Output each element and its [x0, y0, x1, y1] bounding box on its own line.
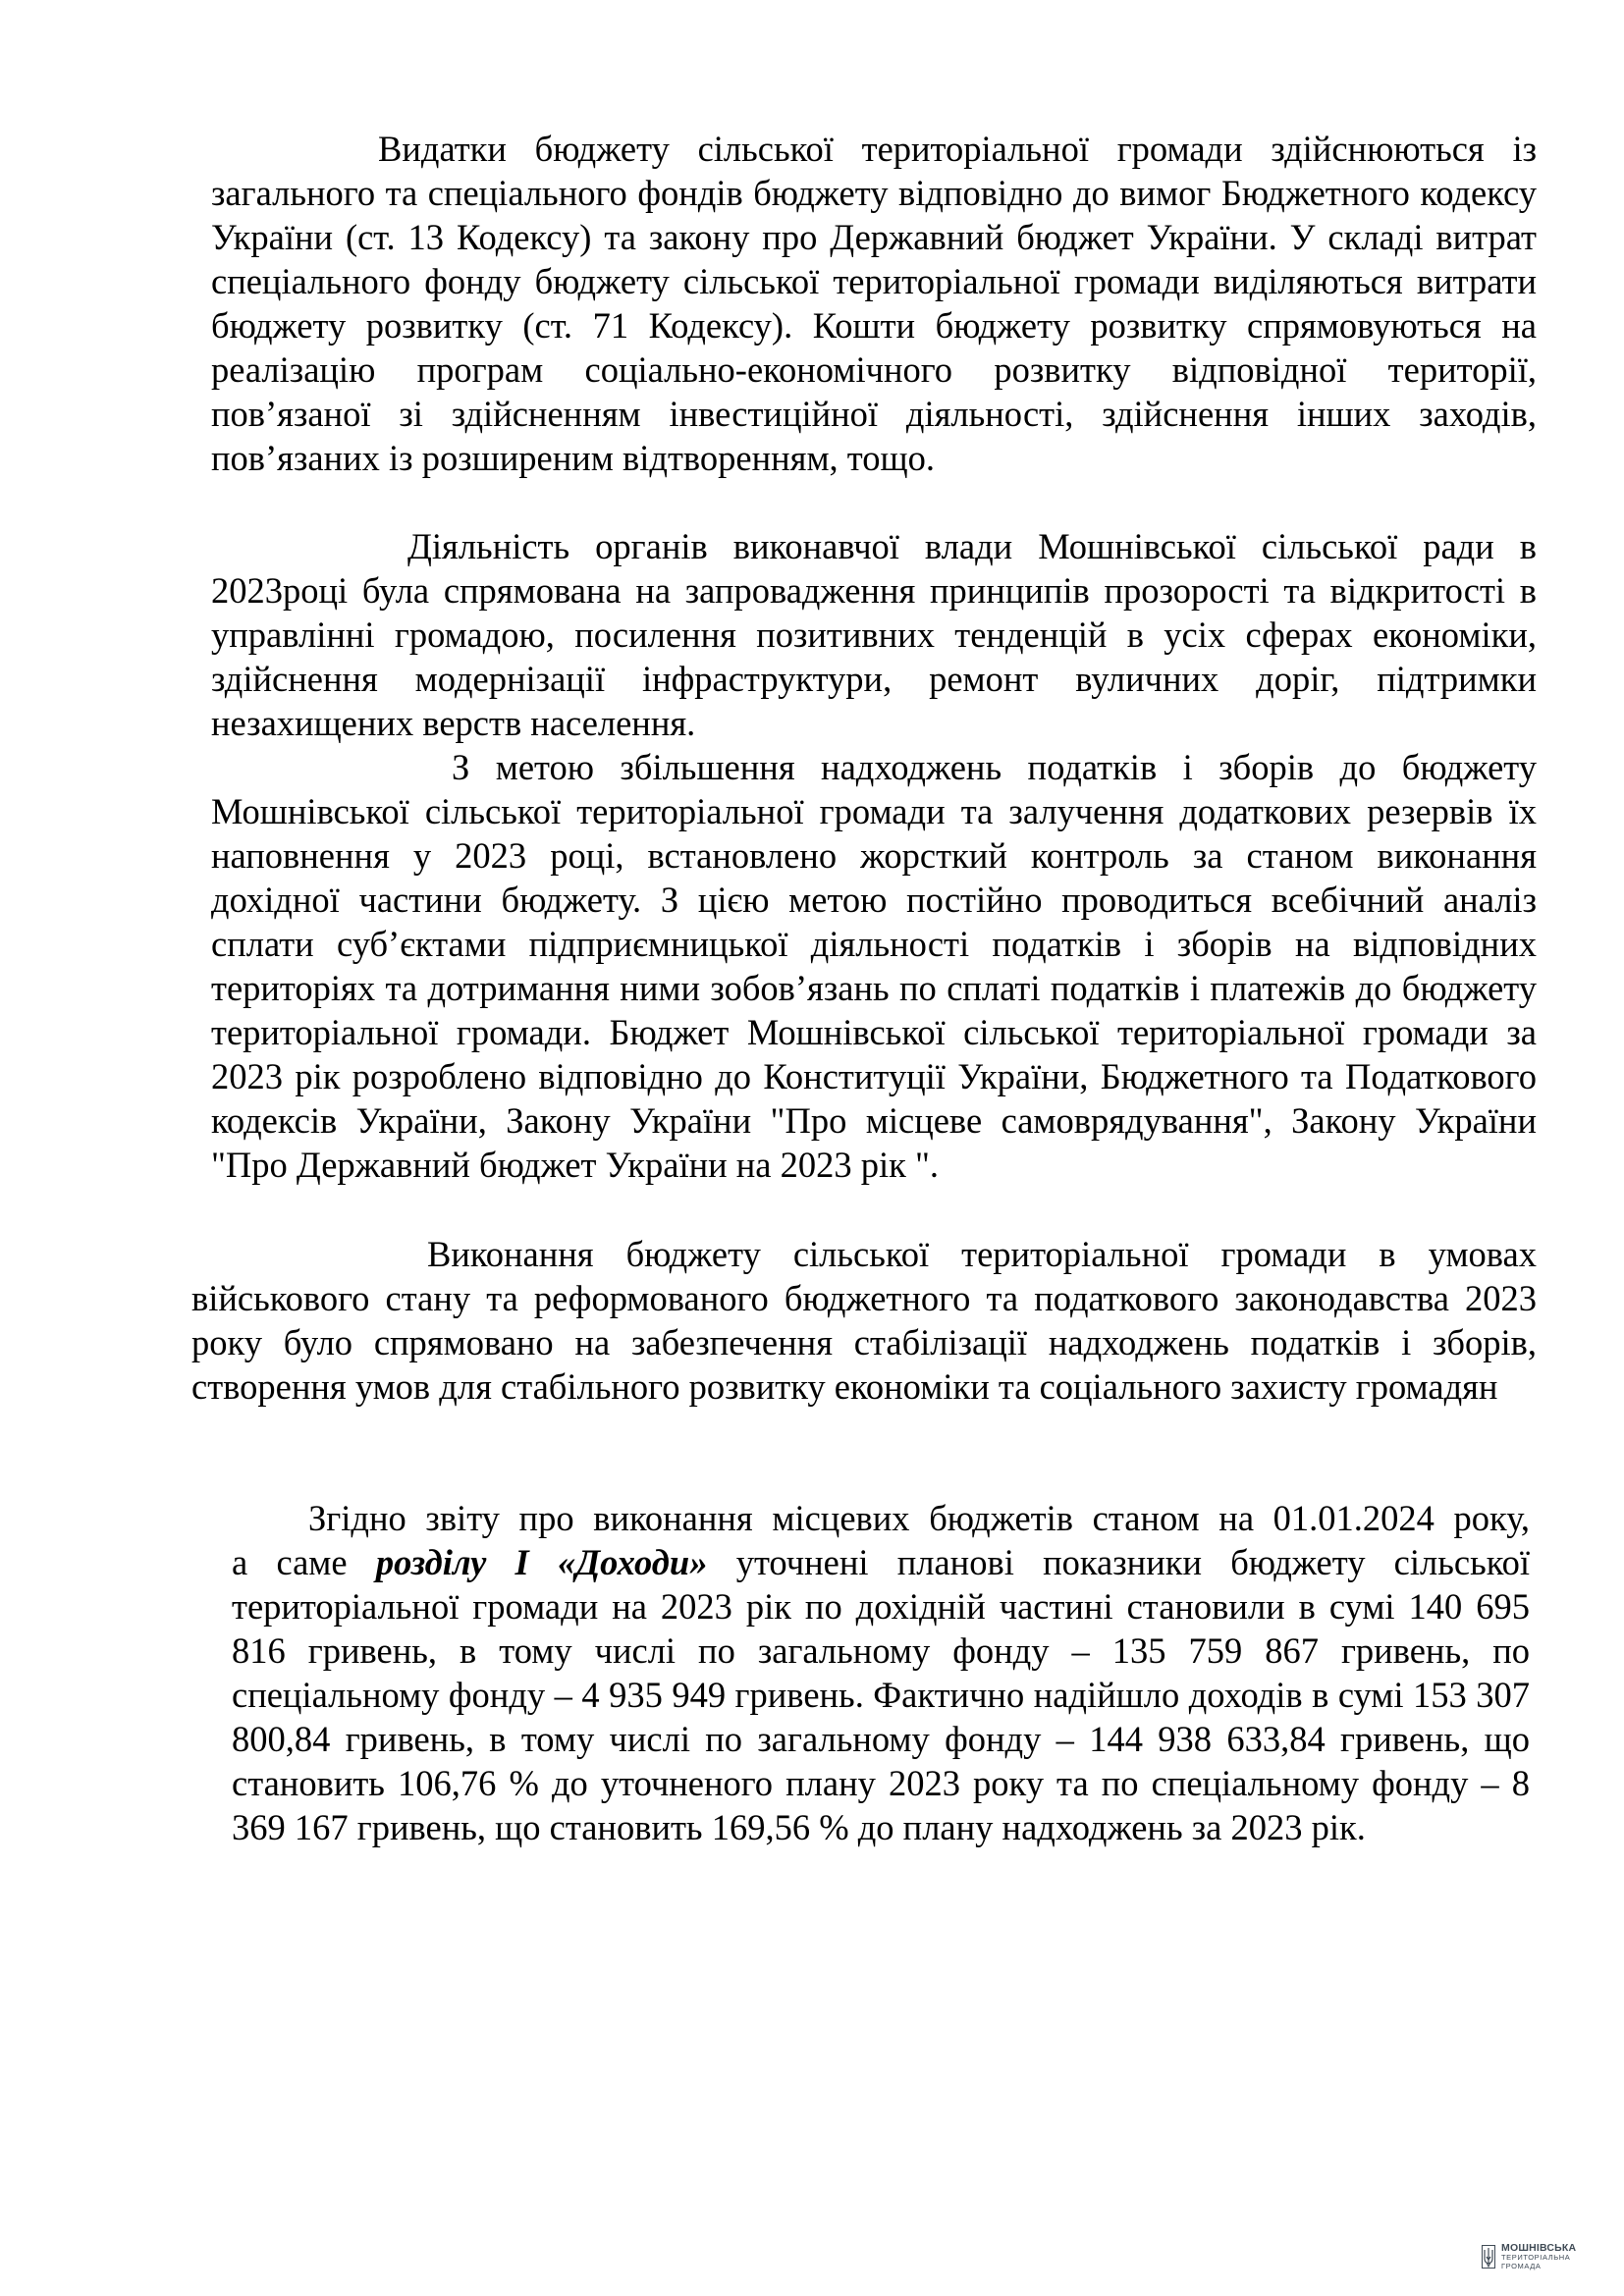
- logo-line-1: МОШНІВСЬКА: [1501, 2241, 1577, 2254]
- paragraph-budget-expenditures: Видатки бюджету сільської територіальної громади здійснюються із загального та спеціального фондів бюджету відповідно до вимог Бюджетного кодексу України (ст. 13 Кодексу) та закону про Державний бюджет України. У складі витрат спеціального фонду бюджету сільської територіальної громади виділяються витрати бюджету розвитку (ст. 71 Кодексу). Кошти бюджету розвитку спрямовуються на реалізацію програм соціально-економічного розвитку відповідної території, пов’язаної зі здійсненням інвестиційної діяльності, здійснення інших заходів, пов’язаних із розширеним відтворенням, тощо.: [211, 129, 1537, 478]
- revenue-report-prefix: а саме: [232, 1542, 376, 1582]
- logo-line-3: ГРОМАДА: [1501, 2261, 1542, 2270]
- paragraph-budget-execution: Виконання бюджету сільської територіальної громади в умовах військового стану та реформованого бюджетного та податкового законодавства 2023 року було спрямовано на забезпечення стабілізації надходжень податків і зборів, створення умов для стабільного розвитку економіки та соціального захисту громадян: [191, 1234, 1537, 1407]
- revenue-report-first-line: Згідно звіту про виконання місцевих бюджетів станом на 01.01.2024 року,: [308, 1498, 1530, 1538]
- revenue-section-emphasis: розділу І «Доходи»: [375, 1542, 708, 1582]
- paragraph-revenue-control: З метою збільшення надходжень податків і зборів до бюджету Мошнівської сільської територіальної громади та залучення додаткових резервів їх наповнення у 2023 році, встановлено жорсткий контроль за станом виконання дохідної частини бюджету. З цією метою постійно проводиться всебічний аналіз сплати суб’єктами підприємницької діяльності податків і зборів на відповідних територіях та дотримання ними зобов’язань по сплаті податків і платежів до бюджету територіальної громади. Бюджет Мошнівської сільської територіальної громади за 2023 рік розроблено відповідно до Конституції України, Бюджетного та Податкового кодексів України, Закону України "Про місцеве самоврядування", Закону України "Про Державний бюджет України на 2023 рік ".: [211, 747, 1537, 1185]
- paragraph-executive-activity: Діяльність органів виконавчої влади Мошнівської сільської ради в 2023році була спрямована на запровадження принципів прозорості та відкритості в управлінні громадою, посилення позитивних тенденцій в усіх сферах економіки, здійснення модернізації інфраструктури, ремонт вуличних доріг, підтримки незахищених верств населення.: [211, 526, 1537, 743]
- logo-text: [1501, 2241, 1577, 2270]
- community-logo: [1482, 2233, 1619, 2280]
- logo-line-2: ТЕРИТОРІАЛЬНА: [1501, 2252, 1571, 2262]
- revenue-report-body: уточнені планові показники бюджету сільської територіальної громади на 2023 рік по дохідній частині становили в сумі 140 695 816 гривень, в тому числі по загальному фонду – 135 759 867 гривень, по спеціальному фонду – 4 935 949 гривень. Фактично надійшло доходів в сумі 153 307 800,84 гривень, в тому числі по загальному фонду – 144 938 633,84 гривень, що становить 106,76 % до уточненого плану 2023 року та по спеціальному фонду – 8 369 167 гривень, що становить 169,56 % до плану надходжень за 2023 рік.: [232, 1542, 1531, 1847]
- paragraph-revenue-report: [232, 1496, 1530, 1849]
- trident-emblem-icon: [1482, 2245, 1495, 2269]
